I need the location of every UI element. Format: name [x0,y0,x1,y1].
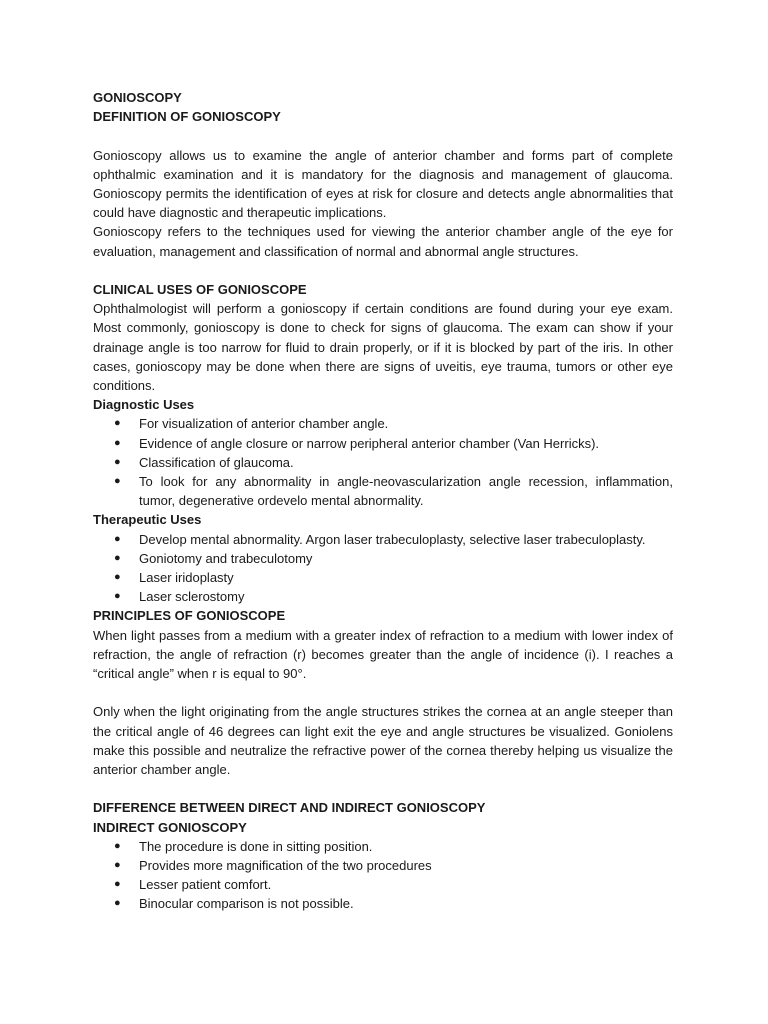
indirect-gonioscopy-list [93,837,673,914]
spacer [93,779,673,798]
clinical-uses-heading: CLINICAL USES OF GONIOSCOPE [93,282,307,297]
definition-heading: DEFINITION OF GONIOSCOPY [93,109,281,125]
list-item: ● To look for any abnormality in angle-neovascularization angle recession, inflammation, tumor, degenerative ordevelo mental abnormality. [114,474,673,509]
clinical-uses-paragraph: Ophthalmologist will perform a gonioscopy if certain conditions are found during your eye exam. Most commonly, gonioscopy is done to check for signs of glaucoma. The exam can show if your drainage angle is too narrow for fluid to drain properly, or if it is blocked by part of the iris. In other cases, gonioscopy may be done when there are signs of uveitis, eye trauma, tumors or other eye conditions. [93,301,673,394]
list-item: ● Lesser patient comfort. [93,875,673,894]
bullet-icon: ● [114,436,121,449]
diagnostic-uses-list [93,414,673,510]
bullet-icon: ● [114,571,121,584]
definition-paragraph-1: Gonioscopy allows us to examine the angle of anterior chamber and forms part of complete ophthalmic examination and it is mandatory for the diagnosis and management of glaucoma. Gonioscopy permits the identification of eyes at risk for closure and detects angle abnormalities that could have diagnostic and therapeutic implications. [93,147,673,221]
list-item: ● Laser sclerostomy [93,587,673,606]
bullet-icon: ● [114,417,121,430]
list-item: ● Laser iridoplasty [93,568,673,587]
therapeutic-uses-heading: Therapeutic Uses [93,512,202,528]
bullet-icon: ● [114,859,121,872]
bullet-icon: ● [114,532,121,545]
spacer [93,261,673,280]
document-page [93,88,673,914]
definition-paragraph-2: Gonioscopy refers to the techniques used for viewing the anterior chamber angle of the eye for evaluation, management and classification of normal and abnormal angle structures. [93,224,673,259]
bullet-icon: ● [114,897,121,910]
bullet-icon: ● [114,590,121,603]
list-item: ● Provides more magnification of the two procedures [93,856,673,875]
therapeutic-uses-list [93,530,673,607]
list-item: ● Binocular comparison is not possible. [93,894,673,913]
bullet-icon: ● [114,878,121,891]
bullet-icon: ● [114,455,121,468]
indirect-gonioscopy-heading: INDIRECT GONIOSCOPY [93,819,247,835]
list-item: ● The procedure is done in sitting position. [93,837,673,856]
diagnostic-uses-heading: Diagnostic Uses [93,397,195,413]
bullet-icon: ● [114,839,121,852]
difference-heading: DIFFERENCE BETWEEN DIRECT AND INDIRECT GONIOSCOPY [93,800,486,816]
list-item: ● Develop mental abnormality. Argon laser trabeculoplasty, selective laser trabeculoplasty. [93,530,673,549]
list-item: ● For visualization of anterior chamber angle. [93,414,673,433]
spacer [93,126,673,145]
principles-paragraph-2: Only when the light originating from the angle structures strikes the cornea at an angle steeper than the critical angle of 46 degrees can light exit the eye and angle structures be visualized. Goniolens make this possible and neutralize the refractive power of the cornea thereby helping us visualize the anterior chamber angle. [93,704,673,778]
principles-heading: PRINCIPLES OF GONIOSCOPE [93,608,286,624]
list-item: ● Evidence of angle closure or narrow peripheral anterior chamber (Van Herricks). [93,434,673,453]
spacer [93,683,673,702]
document-title: GONIOSCOPY [93,90,182,105]
bullet-icon: ● [114,475,121,488]
bullet-icon: ● [114,551,121,564]
principles-paragraph-1: When light passes from a medium with a greater index of refraction to a medium with lower index of refraction, the angle of refraction (r) becomes greater than the angle of incidence (i). I reaches a “critical angle” when r is equal to 90°. [93,627,673,682]
list-item: ● Goniotomy and trabeculotomy [93,549,673,568]
list-item: ● Classification of glaucoma. [93,453,673,472]
